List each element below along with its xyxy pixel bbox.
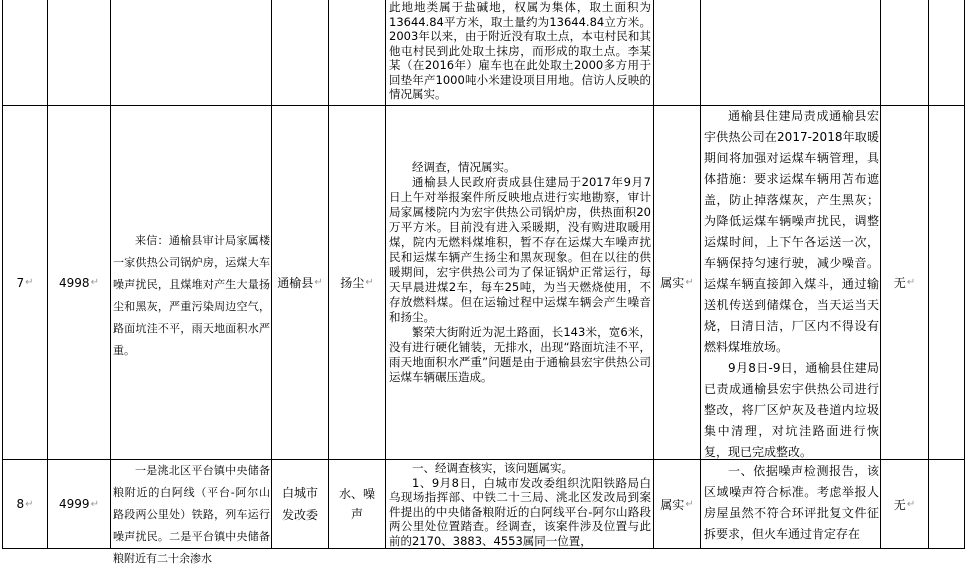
col-line xyxy=(928,0,929,549)
complaint-cell xyxy=(113,460,270,570)
investigation-paragraph: 通榆县人民政府责成县住建局于2017年9月7日上午对举报案件所反映地点进行实地勘察，审计局家属楼院内为宏宇供热公司锅炉房，供热面积20万平方米。目前没有进入采暖期，没有购进取暖用煤，院内无燃料煤堆积，暂不存在运煤大车噪声扰民和运煤车辆产生扬尘和黑灰现象。但在以往的供暖期间，宏宇供热公司为了保证锅炉正常运行，每天早晨进煤2车，每车25吨，为当天燃烧使用，不存放燃料煤。但在运输过程中运煤车辆会产生噪音和扬尘。 xyxy=(389,175,651,324)
handling-cell xyxy=(704,461,879,545)
region: 白城市发改委 xyxy=(281,486,318,522)
handling-cell xyxy=(704,106,879,463)
complaint-text: 一是洮北区平台镇中央储备粮附近的白阿线（平台-阿尔山路段两公里处）铁路，列车运行噪声扰民。二是平台镇中央储备粮附近有二十余渗水 xyxy=(113,464,270,565)
pollution-type-cell xyxy=(329,460,385,548)
col-line xyxy=(700,0,701,549)
pollution-type: 水、噪声 xyxy=(338,487,375,521)
index-cell: 8 ↵ xyxy=(16,497,34,511)
col-line xyxy=(110,0,111,549)
verdict-cell: 属实 ↵ xyxy=(660,276,694,290)
accountability: 无 xyxy=(893,497,906,512)
investigation-cell xyxy=(389,0,651,102)
pollution-type: 扬尘 xyxy=(340,276,365,290)
handling-paragraph: 9月8日-9日，通榆县住建局已责成通榆县宏宇供热公司进行整改，将厂区炉灰及巷道内垃圾集中清理，对坑洼路面进行恢复，现已完成整改。 xyxy=(704,361,879,459)
accountability-cell: 无 ↵ xyxy=(893,276,916,290)
case-id-cell: 4998 ↵ xyxy=(59,275,99,290)
row-index: 7 xyxy=(16,275,25,290)
col-line xyxy=(385,0,386,549)
case-id-cell: 4999 ↵ xyxy=(59,497,99,511)
investigation-paragraph: 一、经调查核实，该问题属实。 xyxy=(412,461,573,475)
handling-paragraph: 一、依据噪声检测报告，该区域噪声符合标准。考虑举报人房屋虽然不符合环评批复文件征拆要求，但火车通过肯定存在 xyxy=(704,464,879,541)
index-cell: 7 ↵ xyxy=(16,275,34,290)
region-cell xyxy=(272,460,328,548)
investigation-cell xyxy=(389,461,651,548)
region: 通榆县 xyxy=(277,276,314,290)
region-cell: 通榆县 ↵ xyxy=(277,276,323,290)
accountability: 无 xyxy=(893,276,906,290)
investigation-paragraph: 经调查，情况属实。 xyxy=(412,160,516,174)
investigation-cell xyxy=(389,160,651,385)
verdict: 属实 xyxy=(660,497,685,512)
complaint-cell xyxy=(113,230,270,362)
accountability-cell: 无 ↵ xyxy=(893,497,916,512)
case-id: 4999 xyxy=(59,497,90,511)
case-id: 4998 xyxy=(59,275,90,290)
handling-paragraph: 通榆县住建局责成通榆县宏宇供热公司在2017-2018年取暖期间将加强对运煤车辆管理，具体措施：要求运煤车辆用苫布遮盖，防止掉落煤灰，产生黑灰；为降低运煤车辆噪声扰民，调整运煤时间，上下午各运送一次，车辆保持匀速行驶，减少噪音。运煤车辆直接卸入煤斗，通过输送机传送到储煤仓，当天运当天烧，日清日洁，厂区内不得设有燃料煤堆放场。 xyxy=(704,109,879,354)
verdict-cell: 属实 ↵ xyxy=(660,497,694,512)
col-line xyxy=(964,0,965,549)
row-index: 8 xyxy=(16,497,25,511)
complaint-text: 来信：通榆县审计局家属楼一家供热公司锅炉房，运煤大车噪声扰民，且煤堆对产生大量扬尘和黑灰，严重污染周边空气，路面坑洼不平，雨天地面积水严重。 xyxy=(113,234,270,357)
investigation-paragraph: 繁荣大街附近为泥土路面，长143米，宽6米，没有进行硬化铺装，无排水，出现“路面坑洼不平，雨天地面积水严重”问题是由于通榆县宏宇供热公司运煤车辆碾压造成。 xyxy=(389,325,651,384)
pollution-type-cell: 扬尘 ↵ xyxy=(340,276,374,290)
investigation-paragraph: 1、9月8日，白城市发改委组织沈阳铁路局白乌现场指挥部、中铁二十三局、洮北区发改局到案件提出的中央储备粮附近的白阿线平台-阿尔山路段两公里处位置踏查。经调查，该案件涉及位置与此前的2170、3883、4553属同一位置， xyxy=(389,475,651,548)
investigation-paragraph: 此地地类属于盐碱地，权属为集体，取土面积为13644.84平方米，取土量约为13644.84立方米。2003年以来，由于附近没有取土点，本屯村民和其他屯村民到此处取土抹房，而形成的取土点。李某某（在2016年）雇车也在此处取土2000多方用于回垫年产1000吨小米建设项目用地。信访人反映的情况属实。 xyxy=(389,0,651,101)
verdict: 属实 xyxy=(660,276,685,290)
